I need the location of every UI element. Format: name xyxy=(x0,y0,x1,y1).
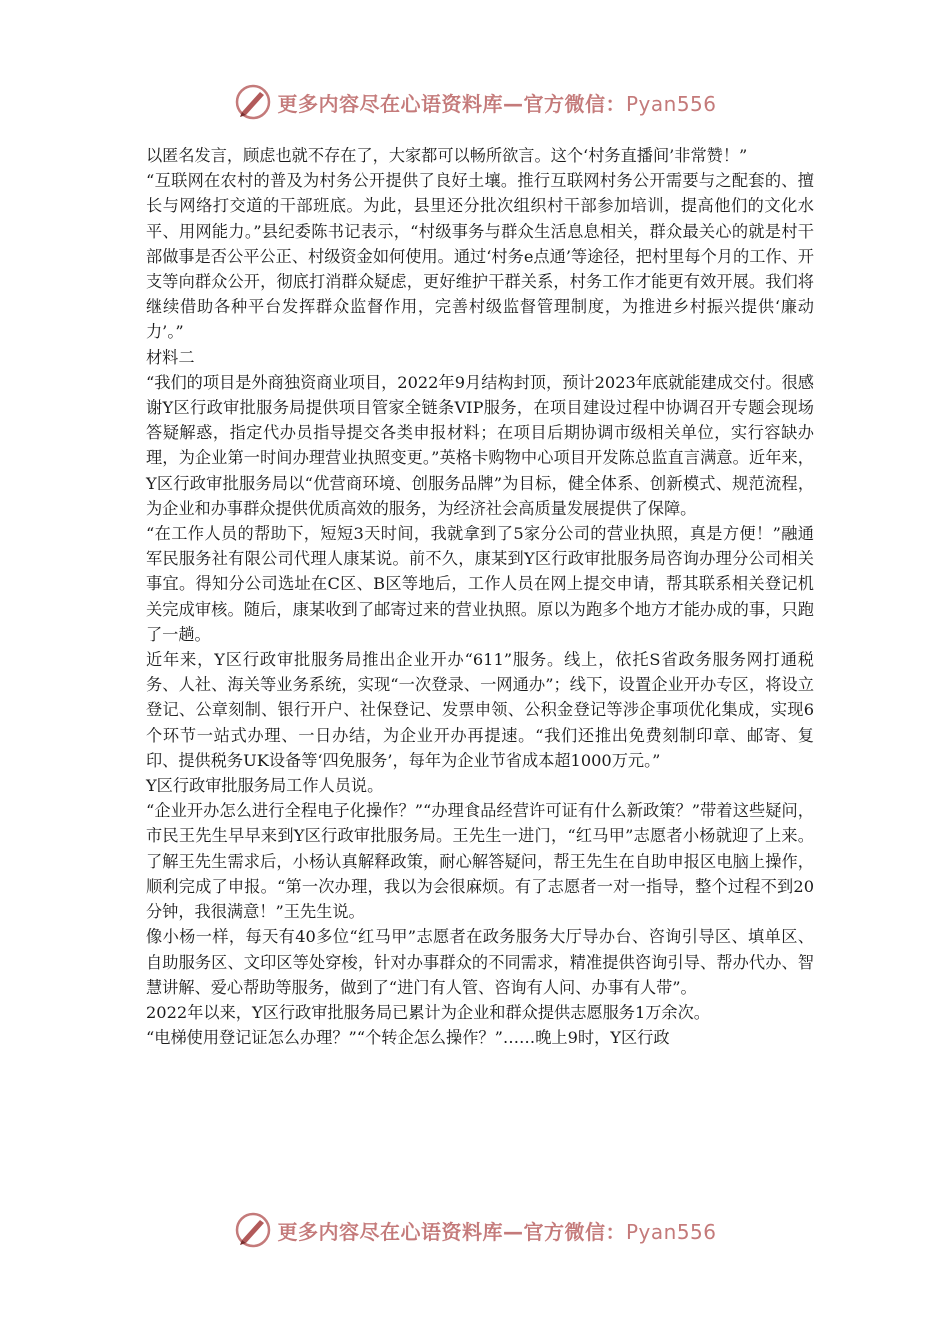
paragraph: “企业开办怎么进行全程电子化操作？”“办理食品经营许可证有什么新政策？”带着这些疑问，市民王先生早早来到Y区行政审批服务局。王先生一进门，“红马甲”志愿者小杨就迎了上来。了解王先生需求后，小杨认真解释政策，耐心解答疑问，帮王先生在自助申报区电脑上操作，顺利完成了申报。“第一次办理，我以为会很麻烦。有了志愿者一对一指导，整个过程不到20分钟，我很满意！”王先生说。 xyxy=(146,801,814,922)
paragraph: 以匿名发言，顾虑也就不存在了，大家都可以畅所欲言。这个‘村务直播间’非常赞！” xyxy=(146,146,748,165)
paragraph: “在工作人员的帮助下，短短3天时间，我就拿到了5家分公司的营业执照，真是方便！”融通军民服务社有限公司代理人康某说。前不久，康某到Y区行政审批服务局咨询办理分公司相关事宜。得知分公司选址在C区、B区等地后，工作人员在网上提交申请，帮其联系相关登记机关完成审核。随后，康某收到了邮寄过来的营业执照。原以为跑多个地方才能办成的事，只跑了一趟。 xyxy=(146,524,814,644)
paragraph: 2022年以来，Y区行政审批服务局已累计为企业和群众提供志愿服务1万余次。 xyxy=(146,1002,710,1022)
pen-logo-icon xyxy=(233,82,273,122)
footer-watermark xyxy=(0,1208,950,1252)
section-heading: 材料二 xyxy=(146,347,195,367)
paragraph: 像小杨一样，每天有40多位“红马甲”志愿者在政务服务大厅导办台、咨询引导区、填单区、自助服务区、文印区等处穿梭，针对办事群众的不同需求，精准提供咨询引导、帮办代办、智慧讲解、爱心帮助等服务，做到了“进门有人管、咨询有人问、办事有人带”。 xyxy=(146,927,814,997)
pen-logo-icon xyxy=(233,1210,273,1250)
paragraph: Y区行政审批服务局工作人员说。 xyxy=(146,776,384,796)
watermark-text: 更多内容尽在心语资料库—官方微信：Pyan556 xyxy=(277,1219,717,1244)
paragraph: “我们的项目是外商独资商业项目，2022年9月结构封顶，预计2023年底就能建成交付。很感谢Y区行政审批服务局提供项目管家全链条VIP服务，在项目建设过程中协调召开专题会现场答疑解惑，指定代办员指导提交各类申报材料；在项目后期协调市级相关单位，实行容缺办理，为企业第一时间办理营业执照变更。”英格卡购物中心项目开发陈总监直言满意。近年来，Y区行政审批服务局以“优营商环境、创服务品牌”为目标，健全体系、创新模式、规范流程，为企业和办事群众提供优质高效的服务，为经济社会高质量发展提供了保障。 xyxy=(146,372,814,518)
watermark-text: 更多内容尽在心语资料库—官方微信：Pyan556 xyxy=(277,91,717,116)
paragraph: “互联网在农村的普及为村务公开提供了良好土壤。推行互联网村务公开需要与之配套的、擅长与网络打交道的干部班底。为此，县里还分批次组织村干部参加培训，提高他们的文化水平、用网能力。”县纪委陈书记表示，“村级事务与群众生活息息相关，群众最关心的就是村干部做事是否公平公正、村级资金如何使用。通过‘村务e点通’等途径，把村里每个月的工作、开支等向群众公开，彻底打消群众疑虑，更好维护干群关系，村务工作才能更有效开展。我们将继续借助各种平台发挥群众监督作用，完善村级监督管理制度，为推进乡村振兴提供‘廉动力’。” xyxy=(146,171,814,342)
document-body xyxy=(146,143,814,1050)
paragraph: 近年来，Y区行政审批服务局推出企业开办“611”服务。线上，依托S省政务服务网打通税务、人社、海关等业务系统，实现“一次登录、一网通办”；线下，设置企业开办专区，将设立登记、公章刻制、银行开户、社保登记、发票申领、公积金登记等涉企事项优化集成，实现6个环节一站式办理、一日办结，为企业开办再提速。“我们还推出免费刻制印章、邮寄、复印、提供税务UK设备等‘四免服务’，每年为企业节省成本超1000万元。” xyxy=(146,650,814,770)
header-watermark xyxy=(0,80,950,124)
paragraph: “电梯使用登记证怎么办理？”“个转企怎么操作？”……晚上9时，Y区行政 xyxy=(146,1028,670,1048)
